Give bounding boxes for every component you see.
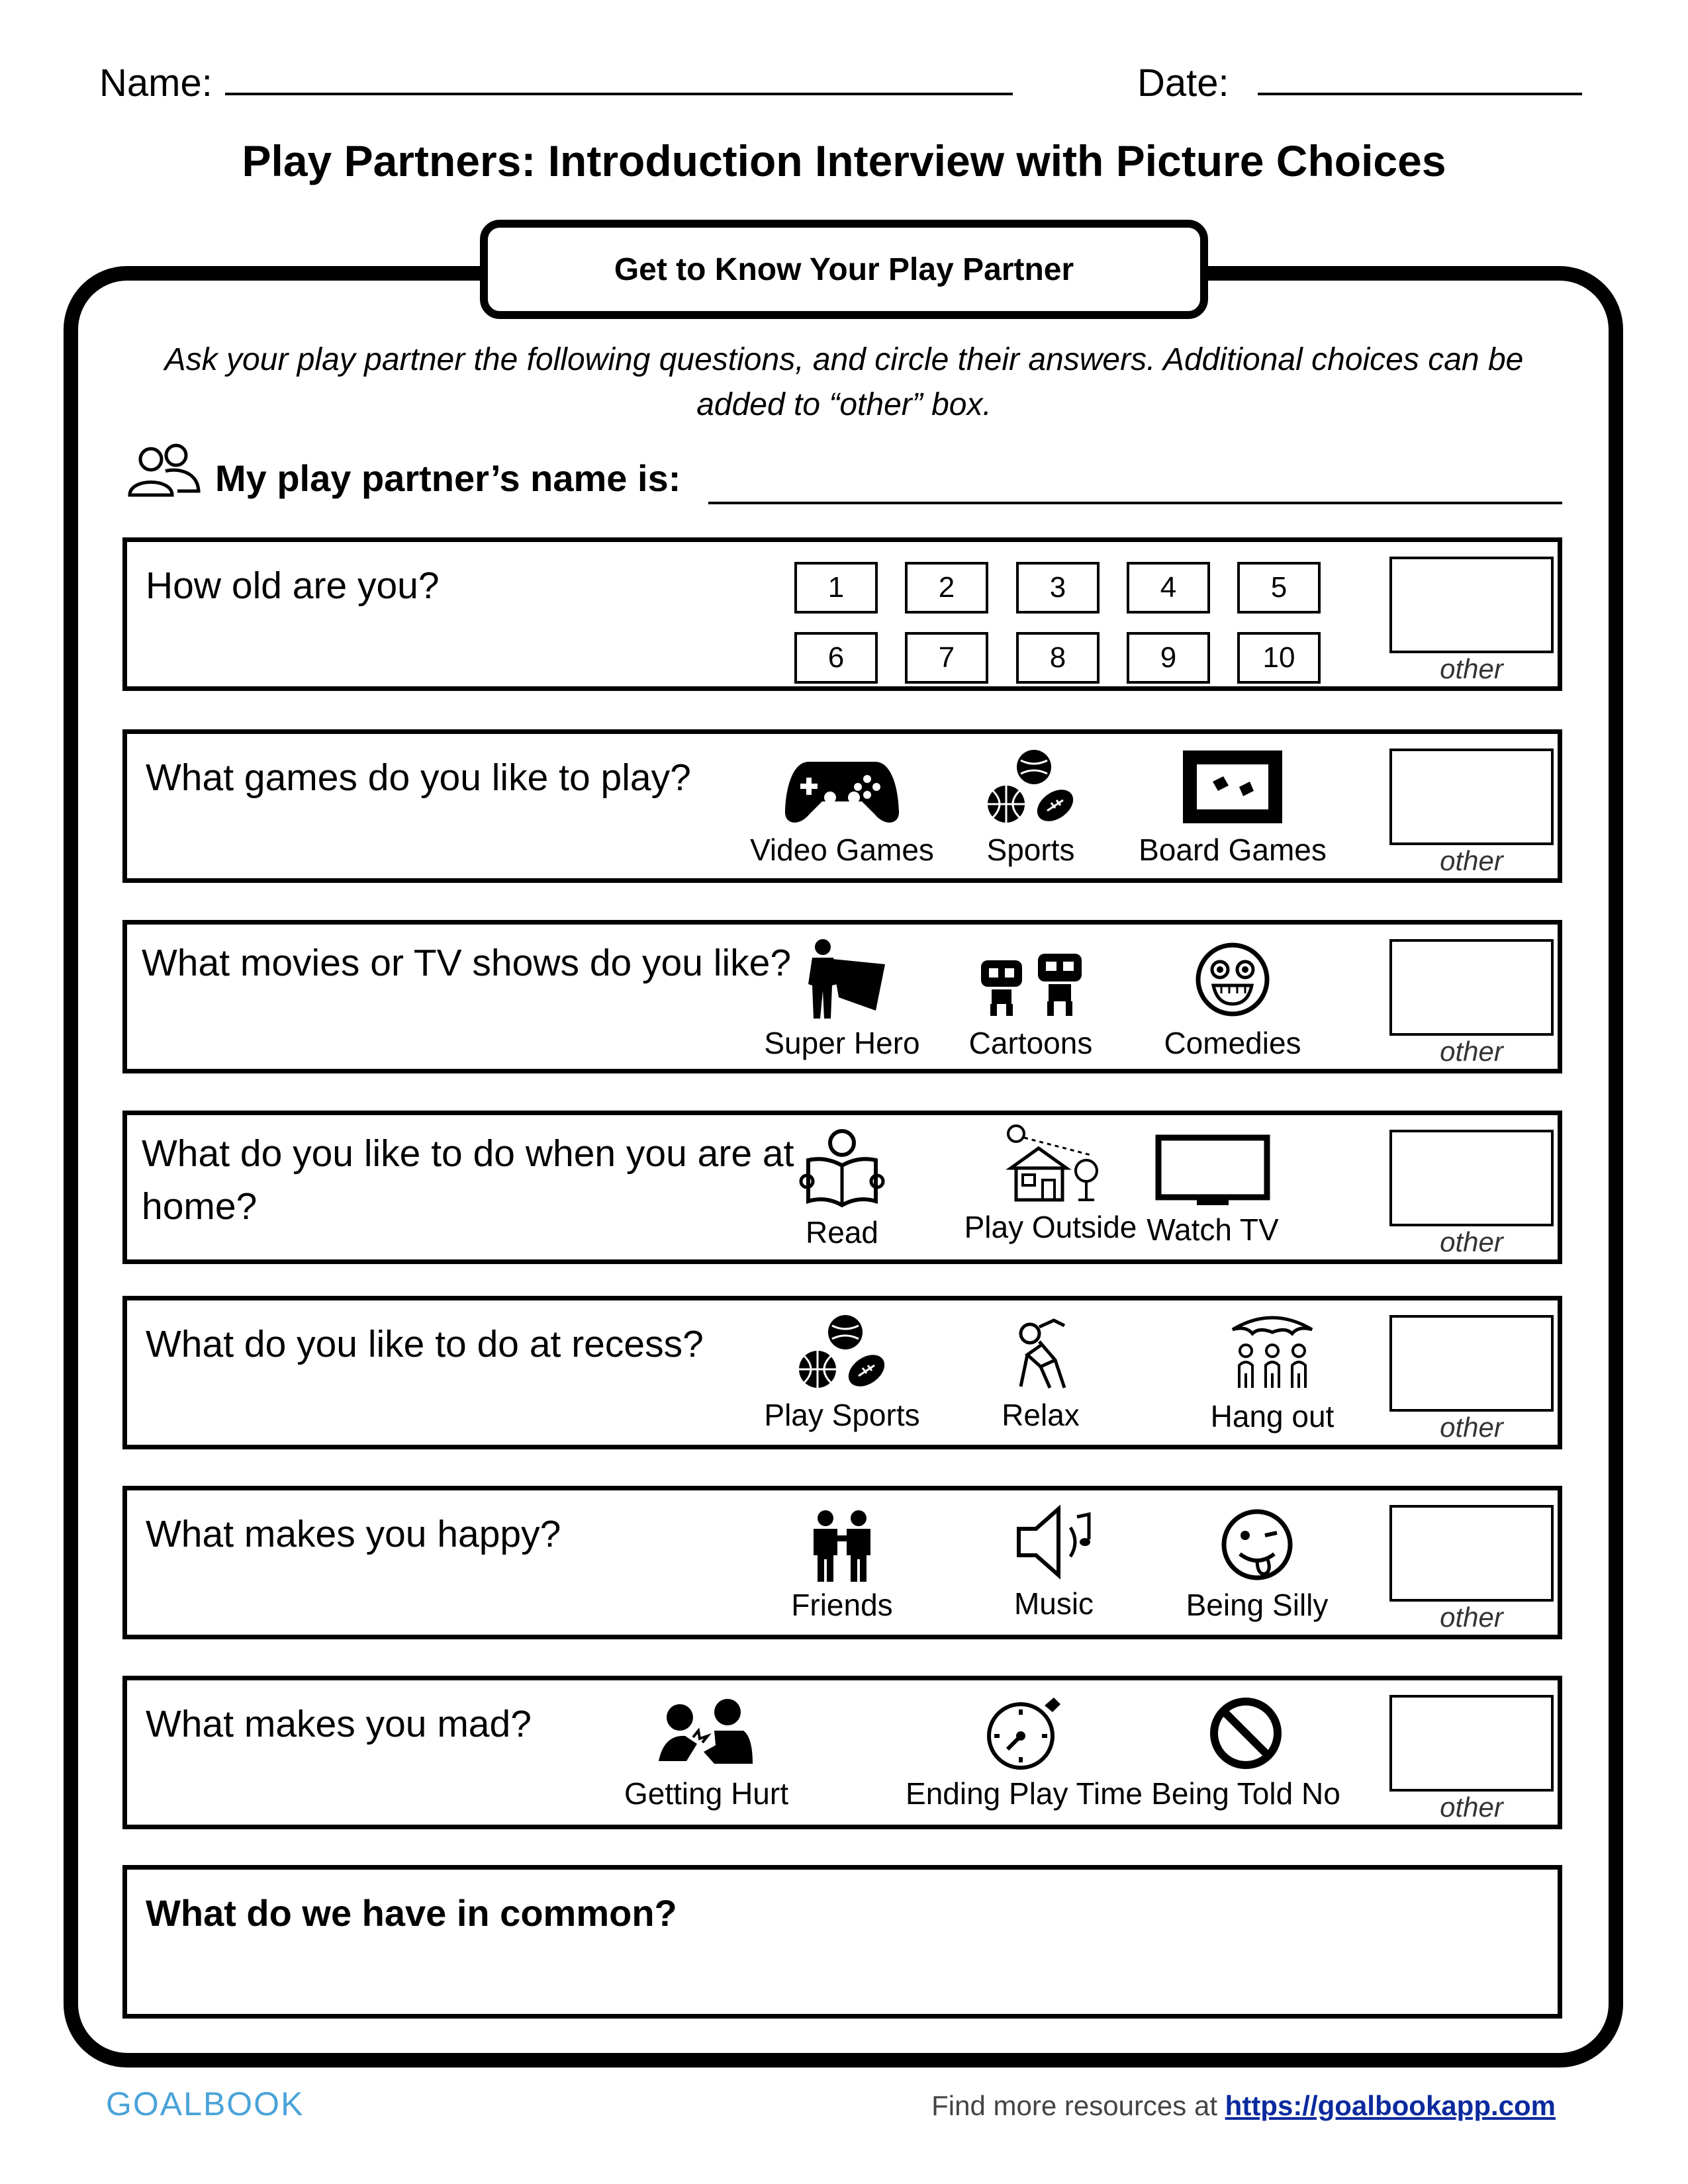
page-title: Play Partners: Introduction Interview with Picture Choices (242, 136, 1446, 185)
choice-being-silly[interactable] (1145, 1506, 1370, 1623)
question-text: What makes you mad? (146, 1703, 532, 1745)
other-label: other (1440, 845, 1503, 876)
goalbook-logo: GOALBOOK (106, 2085, 305, 2122)
choice-label: Relax (1002, 1398, 1080, 1432)
choice-friends[interactable] (729, 1509, 955, 1623)
choice-label: Friends (791, 1588, 893, 1622)
choice-being-told-no[interactable] (1113, 1695, 1378, 1811)
age-choice-3[interactable]: 3 (1016, 562, 1100, 614)
card-tab-title: Get to Know Your Play Partner (480, 220, 1208, 319)
other-label: other (1440, 653, 1503, 684)
choice-comedies[interactable] (1120, 938, 1345, 1061)
choice-cartoons[interactable] (918, 938, 1143, 1061)
choice-label: Super Hero (764, 1026, 920, 1060)
choice-read[interactable] (729, 1127, 955, 1250)
other-label: other (1440, 1792, 1503, 1823)
footer-text: Find more resources at (931, 2090, 1225, 2121)
house-outdoors-icon (998, 1122, 1103, 1205)
question-text: What makes you happy? (146, 1513, 561, 1555)
getting-hurt-icon (653, 1698, 759, 1772)
question-text: What games do you like to play? (146, 756, 691, 799)
choice-label: Getting Hurt (624, 1776, 788, 1811)
age-choice-4[interactable]: 4 (1127, 562, 1210, 614)
choice-board-games[interactable] (1120, 749, 1345, 868)
sports-balls-icon (981, 749, 1080, 828)
choice-label: Ending Play Time (906, 1776, 1143, 1811)
choice-watch-tv[interactable] (1100, 1134, 1325, 1248)
question-happy (122, 1486, 1562, 1639)
other-box[interactable] (1389, 749, 1554, 845)
question-recess (122, 1296, 1562, 1449)
choice-label: Play Sports (764, 1398, 920, 1432)
question-age (122, 537, 1562, 691)
reading-person-icon (799, 1127, 885, 1210)
choice-sports[interactable] (918, 749, 1143, 868)
question-games (122, 729, 1562, 883)
cartoon-characters-icon (974, 938, 1087, 1021)
age-choice-5[interactable]: 5 (1237, 562, 1321, 614)
superhero-icon (792, 938, 892, 1021)
age-choice-10[interactable]: 10 (1237, 632, 1321, 684)
name-line[interactable] (225, 93, 1013, 95)
people-icon (124, 442, 203, 499)
instructions: Ask your play partner the following questions, and circle their answers. Additional choices can be added to “other” box. (164, 342, 1524, 422)
other-label: other (1440, 1412, 1503, 1443)
television-icon (1153, 1134, 1272, 1208)
choice-label: Play Outside (964, 1210, 1137, 1244)
board-game-icon (1180, 749, 1286, 828)
choice-label: Watch TV (1147, 1212, 1279, 1247)
choice-label: Being Told No (1151, 1776, 1340, 1811)
age-choice-1[interactable]: 1 (794, 562, 878, 614)
other-box[interactable] (1389, 939, 1554, 1036)
choice-label: Being Silly (1186, 1588, 1329, 1622)
stopwatch-icon (981, 1692, 1067, 1772)
age-choice-7[interactable]: 7 (905, 632, 988, 684)
other-box[interactable] (1389, 1505, 1554, 1602)
choice-label: Board Games (1139, 833, 1327, 867)
sports-balls-icon (792, 1314, 892, 1393)
no-symbol-icon (1207, 1695, 1284, 1772)
choice-getting-hurt[interactable] (594, 1698, 819, 1811)
relaxing-person-icon (1001, 1314, 1080, 1393)
footer-link[interactable]: https://goalbookapp.com (1225, 2090, 1556, 2121)
other-label: other (1440, 1226, 1503, 1257)
other-box[interactable] (1389, 1695, 1554, 1792)
question-text: What do you like to do when you are at home? (142, 1132, 794, 1228)
choice-play-sports[interactable] (729, 1314, 955, 1433)
date-line[interactable] (1258, 93, 1582, 95)
footer-resources (931, 2090, 1556, 2122)
choice-label: Read (806, 1215, 878, 1250)
other-box[interactable] (1389, 557, 1554, 653)
question-text: What do you like to do at recess? (146, 1323, 704, 1365)
choice-music[interactable] (941, 1502, 1166, 1621)
question-text: What movies or TV shows do you like? (142, 942, 792, 984)
other-label: other (1440, 1602, 1503, 1633)
age-choice-6[interactable]: 6 (794, 632, 878, 684)
friends-icon (806, 1509, 878, 1583)
question-text: How old are you? (146, 565, 440, 607)
other-label: other (1440, 1036, 1503, 1067)
choice-label: Sports (986, 833, 1075, 867)
age-choice-9[interactable]: 9 (1127, 632, 1210, 684)
choice-label: Video Games (750, 833, 934, 867)
choice-label: Cartoons (968, 1026, 1093, 1060)
date-label: Date: (1137, 62, 1229, 105)
other-box[interactable] (1389, 1315, 1554, 1412)
choice-label: Hang out (1210, 1399, 1335, 1433)
speaker-music-icon (1011, 1502, 1097, 1582)
choice-label: Music (1013, 1586, 1094, 1621)
other-box[interactable] (1389, 1130, 1554, 1226)
laughing-face-icon (1191, 938, 1274, 1021)
question-home (122, 1111, 1562, 1264)
age-choice-8[interactable]: 8 (1016, 632, 1100, 684)
choice-label: Comedies (1164, 1026, 1301, 1060)
choice-hang-out[interactable] (1160, 1310, 1385, 1434)
partner-name-label: My play partner’s name is: (215, 457, 681, 499)
silly-face-icon (1217, 1506, 1297, 1583)
partner-name-line[interactable] (708, 502, 1562, 504)
choice-relax[interactable] (928, 1314, 1153, 1433)
group-under-umbrella-icon (1226, 1310, 1319, 1394)
question-mad (122, 1676, 1562, 1829)
question-text: What do we have in common? (146, 1892, 677, 1934)
question-common[interactable] (122, 1865, 1562, 2019)
question-movies (122, 920, 1562, 1073)
name-label: Name: (99, 62, 212, 105)
game-controller-icon (782, 749, 902, 828)
age-choice-2[interactable]: 2 (905, 562, 988, 614)
